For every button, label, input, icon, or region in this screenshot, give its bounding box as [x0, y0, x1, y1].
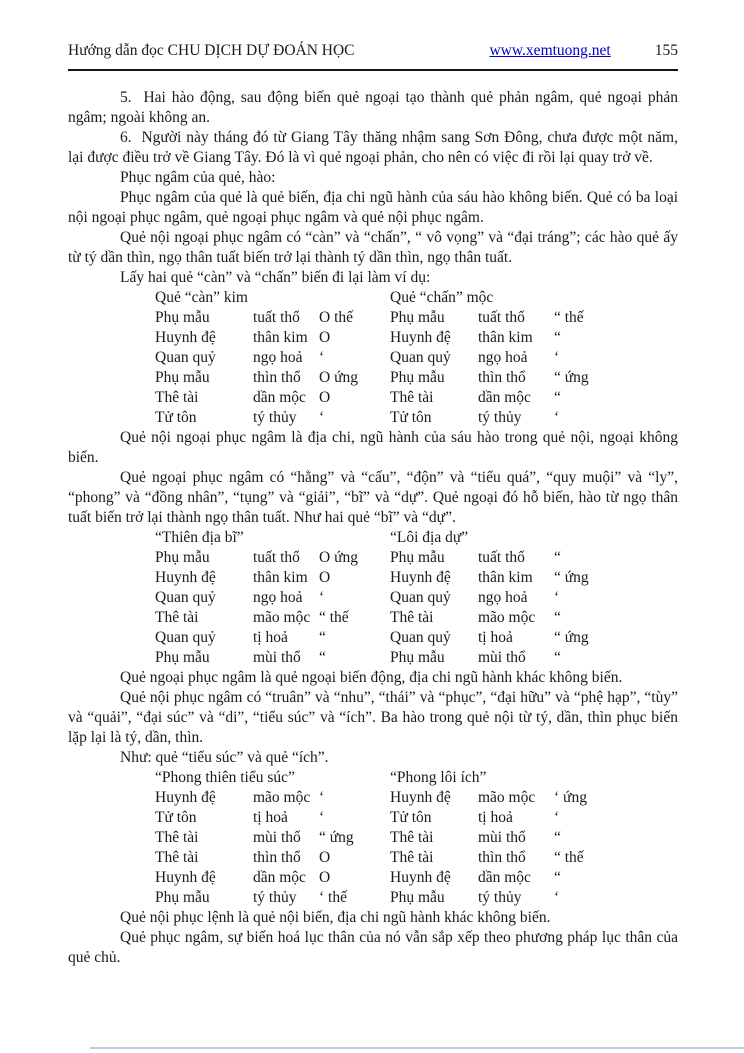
paragraph-noi-conclusion: Quẻ nội phục lệnh là quẻ nội biến, địa chi ngũ hành khác không biến.	[120, 909, 551, 926]
relation-label: Phụ mẫu	[390, 649, 445, 666]
relation-label: Huynh đệ	[155, 789, 216, 806]
branch-element-label: tuất thổ	[478, 309, 525, 326]
line-marker: O thế	[319, 309, 354, 326]
hexagram-table-can-chan	[68, 288, 678, 428]
line-marker: “ thế	[319, 609, 349, 626]
line-marker: O	[319, 869, 331, 886]
line-marker: “ ứng	[554, 629, 589, 646]
hexagram-line-row	[390, 588, 678, 608]
hexagram-line-row	[390, 568, 678, 588]
relation-label: Quan quỷ	[155, 589, 216, 606]
relation-label: Phụ mẫu	[155, 649, 210, 666]
hexagram-title: Quẻ “chấn” mộc	[390, 289, 494, 306]
branch-element-label: mùi thổ	[478, 829, 526, 846]
hexagram-panel-phong-loi-ich	[390, 768, 678, 908]
hexagram-title: Quẻ “càn” kim	[155, 289, 248, 306]
paragraph-item-5: 5. Hai hào động, sau động biến quẻ ngoại tạo thành quẻ phản ngâm, quẻ ngoại phản ngâm; ngoài không an.	[68, 89, 678, 126]
paragraph-phuc-ngam-definition: Phục ngâm của quẻ là quẻ biến, địa chi ngũ hành của sáu hào không biến. Quẻ có ba loại nội ngoại phục ngâm, quẻ ngoại phục ngâm và quẻ nội phục ngâm.	[68, 189, 678, 226]
hexagram-line-row	[390, 808, 678, 828]
branch-element-label: dần mộc	[253, 389, 306, 406]
relation-label: Tử tôn	[390, 809, 432, 826]
line-marker: ‘	[319, 349, 325, 366]
paragraph-final: Quẻ phục ngâm, sự biến hoá lục thân của nó vẫn sắp xếp theo phương pháp lục thân của quẻ chủ.	[68, 929, 678, 966]
hexagram-line-row	[155, 888, 390, 908]
footer-divider	[90, 1047, 744, 1049]
page-number: 155	[654, 42, 678, 59]
hexagram-panel-chan	[390, 288, 678, 428]
hexagram-panel-thien-dia-bi	[155, 528, 390, 668]
hexagram-line-row	[155, 608, 390, 628]
hexagram-line-row	[155, 568, 390, 588]
paragraph-example-intro-2: Như: quẻ “tiểu súc” và quẻ “ích”.	[120, 749, 329, 766]
relation-label: Quan quỷ	[155, 349, 216, 366]
paragraph-ngoai-conclusion: Quẻ ngoại phục ngâm là quẻ ngoại biến động, địa chi ngũ hành khác không biến.	[120, 669, 623, 686]
relation-label: Thê tài	[155, 829, 199, 846]
branch-element-label: ngọ hoả	[478, 589, 528, 606]
hexagram-line-row	[390, 848, 678, 868]
branch-element-label: thân kim	[253, 569, 308, 586]
hexagram-line-row	[390, 388, 678, 408]
relation-label: Phụ mẫu	[155, 889, 210, 906]
hexagram-title: “Lôi địa dự”	[390, 529, 469, 546]
hexagram-line-row	[390, 348, 678, 368]
relation-label: Phụ mẫu	[390, 369, 445, 386]
relation-label: Tử tôn	[155, 809, 197, 826]
hexagram-line-row	[155, 588, 390, 608]
line-marker: “	[554, 649, 561, 666]
hexagram-line-row	[155, 648, 390, 668]
hexagram-line-row	[390, 828, 678, 848]
branch-element-label: mùi thổ	[253, 829, 301, 846]
line-marker: ‘	[319, 589, 325, 606]
line-marker: “	[554, 869, 561, 886]
line-marker: O ứng	[319, 369, 358, 386]
branch-element-label: dần mộc	[478, 869, 531, 886]
branch-element-label: mùi thổ	[478, 649, 526, 666]
hexagram-line-row	[390, 608, 678, 628]
relation-label: Thê tài	[390, 849, 434, 866]
relation-label: Thê tài	[390, 609, 434, 626]
hexagram-line-row	[155, 368, 390, 388]
line-marker: “	[554, 609, 561, 626]
hexagram-lines	[390, 548, 678, 668]
relation-label: Quan quỷ	[390, 349, 451, 366]
branch-element-label: tý thủy	[478, 409, 522, 426]
hexagram-lines	[155, 788, 390, 908]
branch-element-label: mùi thổ	[253, 649, 301, 666]
relation-label: Huynh đệ	[155, 329, 216, 346]
line-marker: “	[319, 629, 326, 646]
branch-element-label: mão mộc	[478, 789, 536, 806]
relation-label: Phụ mẫu	[390, 309, 445, 326]
line-marker: O	[319, 389, 331, 406]
hexagram-lines	[390, 788, 678, 908]
hexagram-line-row	[390, 868, 678, 888]
branch-element-label: thân kim	[253, 329, 308, 346]
relation-label: Huynh đệ	[390, 569, 451, 586]
hexagram-panel-can	[155, 288, 390, 428]
relation-label: Quan quỷ	[390, 629, 451, 646]
line-marker: ‘	[554, 889, 560, 906]
page-header	[68, 42, 678, 60]
branch-element-label: tị hoả	[253, 629, 288, 646]
relation-label: Thê tài	[390, 829, 434, 846]
line-marker: ‘	[319, 789, 325, 806]
hexagram-line-row	[155, 328, 390, 348]
line-marker: ‘	[554, 589, 560, 606]
line-marker: O ứng	[319, 549, 358, 566]
line-marker: “ thế	[554, 849, 584, 866]
branch-element-label: tị hoả	[478, 629, 513, 646]
relation-label: Phụ mẫu	[155, 549, 210, 566]
hexagram-title: “Thiên địa bĩ”	[155, 529, 244, 546]
line-marker: ‘ thế	[319, 889, 347, 906]
line-marker: “	[554, 829, 561, 846]
relation-label: Huynh đệ	[390, 329, 451, 346]
hexagram-line-row	[390, 788, 678, 808]
branch-element-label: dần mộc	[253, 869, 306, 886]
hexagram-line-row	[155, 868, 390, 888]
line-marker: “	[554, 549, 561, 566]
hexagram-lines	[390, 308, 678, 428]
relation-label: Quan quỷ	[155, 629, 216, 646]
relation-label: Thê tài	[155, 609, 199, 626]
paragraph-noi-phuc-ngam: Quẻ nội phục ngâm có “truân” và “nhu”, “thái” và “phục”, “đại hữu” và “phệ hạp”, “tùy” và “quải”, “đại súc” và “di”, “tiểu súc” và “ích”. Ba hào trong quẻ nội từ tý, dần, thìn phục biến lặp lại là tý, dần, thìn.	[68, 689, 678, 746]
line-marker: “ ứng	[319, 829, 354, 846]
hexagram-line-row	[390, 368, 678, 388]
line-marker: ‘	[319, 809, 325, 826]
line-marker: ‘	[554, 809, 560, 826]
paragraph-phuc-ngam-heading: Phục ngâm của quẻ, hào:	[120, 169, 276, 186]
hexagram-line-row	[155, 848, 390, 868]
line-marker: O	[319, 569, 331, 586]
hexagram-line-row	[390, 308, 678, 328]
hexagram-line-row	[155, 628, 390, 648]
paragraph-noi-ngoai-phuc-ngam: Quẻ nội ngoại phục ngâm có “càn” và “chấn”, “ vô vọng” và “đại tráng”; các hào quẻ ấy từ tý dần thìn, ngọ thân tuất biến trở lại thành tý dần thìn, ngọ thân tuất.	[68, 229, 678, 266]
header-divider	[68, 69, 678, 71]
paragraph-item-6: 6. Người này tháng đó từ Giang Tây thăng nhậm sang Sơn Đông, chưa được một năm, lại được điều trở về Giang Tây. Đó là vì quẻ ngoại phản, cho nên có việc đi rồi lại quay trở về.	[68, 129, 678, 166]
line-marker: O	[319, 849, 331, 866]
branch-element-label: thìn thổ	[478, 849, 526, 866]
line-marker: “	[554, 329, 561, 346]
paragraph-ngoai-phuc-ngam: Quẻ ngoại phục ngâm có “hằng” và “cấu”, “độn” và “tiểu quá”, “quy muội” và “ly”, “phong” và “đồng nhân”, “tụng” và “giải”, “bĩ” và “dự”. Quẻ ngoại đó hỗ biến, hào từ ngọ thân tuất biến trở lại thành ngọ thân tuất. Như hai quẻ “bĩ” và “dự”.	[68, 469, 678, 526]
branch-element-label: tuất thổ	[478, 549, 525, 566]
line-marker: O	[319, 329, 331, 346]
branch-element-label: tý thủy	[253, 409, 297, 426]
hexagram-line-row	[390, 628, 678, 648]
hexagram-title: “Phong thiên tiểu súc”	[155, 769, 295, 786]
branch-element-label: tuất thổ	[253, 549, 300, 566]
branch-element-label: thìn thổ	[253, 369, 301, 386]
hexagram-line-row	[155, 808, 390, 828]
hexagram-line-row	[390, 648, 678, 668]
relation-label: Thê tài	[155, 849, 199, 866]
relation-label: Tử tôn	[390, 409, 432, 426]
relation-label: Huynh đệ	[155, 869, 216, 886]
branch-element-label: thìn thổ	[478, 369, 526, 386]
document-body	[68, 88, 678, 968]
paragraph-example-intro: Lấy hai quẻ “càn” và “chấn” biến đi lại làm ví dụ:	[120, 269, 431, 286]
hexagram-line-row	[390, 548, 678, 568]
hexagram-line-row	[390, 888, 678, 908]
relation-label: Huynh đệ	[390, 789, 451, 806]
branch-element-label: dần mộc	[478, 389, 531, 406]
hexagram-lines	[155, 548, 390, 668]
branch-element-label: thân kim	[478, 329, 533, 346]
branch-element-label: tuất thổ	[253, 309, 300, 326]
hexagram-line-row	[155, 348, 390, 368]
hexagram-line-row	[390, 408, 678, 428]
hexagram-table-bi-du	[68, 528, 678, 668]
hexagram-title: “Phong lôi ích”	[390, 769, 487, 786]
line-marker: ‘ ứng	[554, 789, 587, 806]
hexagram-line-row	[155, 388, 390, 408]
relation-label: Phụ mẫu	[390, 889, 445, 906]
hexagram-table-tieu-suc-ich	[68, 768, 678, 908]
branch-element-label: mão mộc	[478, 609, 536, 626]
paragraph-noi-ngoai-conclusion: Quẻ nội ngoại phục ngâm là địa chi, ngũ hành của sáu hào trong quẻ nội, ngoại không biến.	[68, 429, 678, 466]
line-marker: “	[319, 649, 326, 666]
line-marker: “ ứng	[554, 369, 589, 386]
hexagram-line-row	[155, 408, 390, 428]
hexagram-panel-loi-dia-du	[390, 528, 678, 668]
branch-element-label: mão mộc	[253, 609, 311, 626]
hexagram-line-row	[390, 328, 678, 348]
hexagram-line-row	[155, 788, 390, 808]
hexagram-line-row	[155, 308, 390, 328]
hexagram-panel-phong-thien-tieu-suc	[155, 768, 390, 908]
header-website-link[interactable]: www.xemtuong.net	[489, 42, 611, 59]
line-marker: “ thế	[554, 309, 584, 326]
relation-label: Tử tôn	[155, 409, 197, 426]
branch-element-label: ngọ hoả	[478, 349, 528, 366]
branch-element-label: ngọ hoả	[253, 349, 303, 366]
hexagram-line-row	[155, 548, 390, 568]
hexagram-line-row	[155, 828, 390, 848]
relation-label: Thê tài	[155, 389, 199, 406]
branch-element-label: tị hoả	[478, 809, 513, 826]
relation-label: Quan quỷ	[390, 589, 451, 606]
branch-element-label: ngọ hoả	[253, 589, 303, 606]
line-marker: ‘	[554, 409, 560, 426]
line-marker: ‘	[554, 349, 560, 366]
branch-element-label: mão mộc	[253, 789, 311, 806]
branch-element-label: tị hoả	[253, 809, 288, 826]
line-marker: “ ứng	[554, 569, 589, 586]
relation-label: Huynh đệ	[390, 869, 451, 886]
line-marker: “	[554, 389, 561, 406]
branch-element-label: tý thủy	[478, 889, 522, 906]
relation-label: Phụ mẫu	[155, 309, 210, 326]
hexagram-lines	[155, 308, 390, 428]
relation-label: Phụ mẫu	[155, 369, 210, 386]
branch-element-label: thân kim	[478, 569, 533, 586]
branch-element-label: thìn thổ	[253, 849, 301, 866]
line-marker: ‘	[319, 409, 325, 426]
branch-element-label: tý thủy	[253, 889, 297, 906]
header-title: Hướng dẫn đọc CHU DỊCH DỰ ĐOÁN HỌC	[68, 42, 355, 59]
relation-label: Thê tài	[390, 389, 434, 406]
relation-label: Phụ mẫu	[390, 549, 445, 566]
relation-label: Huynh đệ	[155, 569, 216, 586]
